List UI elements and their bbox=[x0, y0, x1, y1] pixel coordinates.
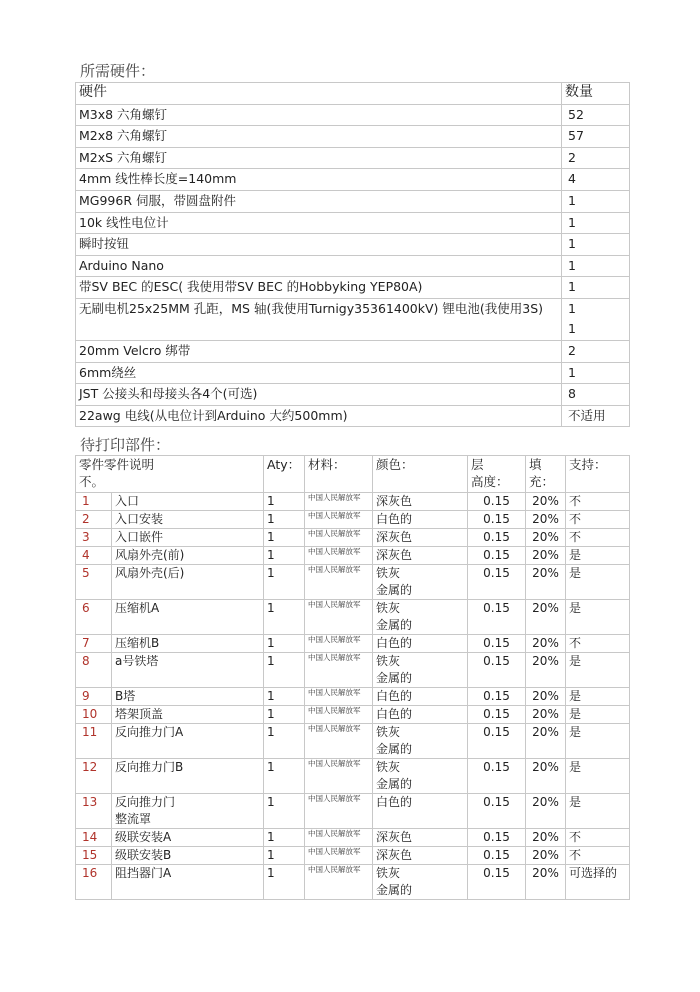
print-layer-height: 0.15 bbox=[468, 547, 526, 565]
print-material: 中国人民解放军 bbox=[305, 653, 373, 688]
hardware-qty bbox=[562, 169, 630, 191]
print-row bbox=[76, 794, 630, 829]
print-parts-table bbox=[75, 455, 630, 900]
hardware-row bbox=[76, 212, 630, 234]
hardware-part: 20mm Velcro 绑带 bbox=[76, 340, 562, 362]
print-part-number: 6 bbox=[76, 600, 112, 635]
print-support: 不 bbox=[566, 635, 630, 653]
hardware-part: 22awg 电线(从电位计到Arduino 大约500mm) bbox=[76, 405, 562, 427]
print-support: 不 bbox=[566, 511, 630, 529]
hardware-part: M2xS 六角螺钉 bbox=[76, 147, 562, 169]
hardware-qty bbox=[562, 147, 630, 169]
print-qty: 1 bbox=[264, 600, 305, 635]
print-fill: 20% bbox=[526, 724, 566, 759]
hardware-part: 带SV BEC 的ESC( 我使用带SV BEC 的Hobbyking YEP80A) bbox=[76, 277, 562, 299]
hardware-qty bbox=[562, 405, 630, 427]
print-support: 不 bbox=[566, 847, 630, 865]
print-material: 中国人民解放军 bbox=[305, 511, 373, 529]
print-part-desc: 入口嵌件 bbox=[112, 529, 264, 547]
hardware-qty-value: 1 bbox=[568, 192, 576, 208]
print-support: 是 bbox=[566, 547, 630, 565]
print-row bbox=[76, 529, 630, 547]
print-row bbox=[76, 688, 630, 706]
print-part-number: 4 bbox=[76, 547, 112, 565]
hardware-qty-value: 52 bbox=[568, 106, 584, 122]
print-qty: 1 bbox=[264, 688, 305, 706]
print-qty: 1 bbox=[264, 635, 305, 653]
print-part-number: 3 bbox=[76, 529, 112, 547]
print-layer-height: 0.15 bbox=[468, 847, 526, 865]
print-part-number: 13 bbox=[76, 794, 112, 829]
print-material: 中国人民解放军 bbox=[305, 547, 373, 565]
print-part-number: 2 bbox=[76, 511, 112, 529]
print-material: 中国人民解放军 bbox=[305, 600, 373, 635]
hardware-qty-value: 1 bbox=[568, 300, 576, 316]
print-material: 中国人民解放军 bbox=[305, 706, 373, 724]
hardware-qty-value: 1 bbox=[568, 364, 576, 380]
hardware-qty-value: 4 bbox=[568, 171, 576, 187]
print-col-qty: Aty： bbox=[264, 456, 305, 493]
print-color: 铁灰 金属的 bbox=[373, 724, 468, 759]
print-part-number: 16 bbox=[76, 865, 112, 900]
print-qty: 1 bbox=[264, 511, 305, 529]
print-qty: 1 bbox=[264, 547, 305, 565]
hardware-qty-value: 1 bbox=[568, 236, 576, 252]
print-part-number: 14 bbox=[76, 829, 112, 847]
print-color: 深灰色 bbox=[373, 547, 468, 565]
hardware-table bbox=[75, 82, 630, 427]
print-qty: 1 bbox=[264, 565, 305, 600]
print-fill: 20% bbox=[526, 865, 566, 900]
print-support: 是 bbox=[566, 565, 630, 600]
print-qty: 1 bbox=[264, 493, 305, 511]
print-row bbox=[76, 493, 630, 511]
hardware-part: 无刷电机25x25MM 孔距，MS 轴(我使用Turnigy35361400kV) 锂电池(我使用3S) bbox=[76, 298, 562, 340]
print-color: 铁灰 金属的 bbox=[373, 865, 468, 900]
print-part-desc: 入口安装 bbox=[112, 511, 264, 529]
print-row bbox=[76, 600, 630, 635]
print-material: 中国人民解放军 bbox=[305, 847, 373, 865]
print-part-number: 12 bbox=[76, 759, 112, 794]
print-support: 是 bbox=[566, 653, 630, 688]
print-qty: 1 bbox=[264, 829, 305, 847]
hardware-qty bbox=[562, 126, 630, 148]
print-part-desc: 压缩机B bbox=[112, 635, 264, 653]
print-color: 铁灰 金属的 bbox=[373, 653, 468, 688]
print-color: 白色的 bbox=[373, 635, 468, 653]
print-color: 白色的 bbox=[373, 688, 468, 706]
print-fill: 20% bbox=[526, 706, 566, 724]
print-part-number: 7 bbox=[76, 635, 112, 653]
hardware-row bbox=[76, 169, 630, 191]
print-material: 中国人民解放军 bbox=[305, 829, 373, 847]
print-part-desc: 反向推力门B bbox=[112, 759, 264, 794]
hardware-row bbox=[76, 298, 630, 340]
print-layer-height: 0.15 bbox=[468, 865, 526, 900]
hardware-part: MG996R 伺服，带圆盘附件 bbox=[76, 190, 562, 212]
print-fill: 20% bbox=[526, 511, 566, 529]
hardware-heading: 所需硬件： bbox=[80, 62, 156, 80]
print-color: 铁灰 金属的 bbox=[373, 600, 468, 635]
print-part-desc: 风扇外壳(后) bbox=[112, 565, 264, 600]
print-fill: 20% bbox=[526, 547, 566, 565]
print-qty: 1 bbox=[264, 865, 305, 900]
hardware-row bbox=[76, 405, 630, 427]
print-row bbox=[76, 865, 630, 900]
print-part-desc: 风扇外壳(前) bbox=[112, 547, 264, 565]
hardware-row bbox=[76, 126, 630, 148]
print-col-support: 支持： bbox=[566, 456, 630, 493]
print-row bbox=[76, 653, 630, 688]
print-color: 白色的 bbox=[373, 511, 468, 529]
print-part-desc: a号铁塔 bbox=[112, 653, 264, 688]
print-material: 中国人民解放军 bbox=[305, 529, 373, 547]
hardware-part: 10k 线性电位计 bbox=[76, 212, 562, 234]
print-layer-height: 0.15 bbox=[468, 511, 526, 529]
print-support: 是 bbox=[566, 600, 630, 635]
print-layer-height: 0.15 bbox=[468, 724, 526, 759]
print-color: 铁灰 金属的 bbox=[373, 759, 468, 794]
hardware-col-qty: 数量 bbox=[562, 83, 630, 105]
hardware-part: Arduino Nano bbox=[76, 255, 562, 277]
hardware-row bbox=[76, 104, 630, 126]
hardware-header-row bbox=[76, 83, 630, 105]
print-part-desc: B塔 bbox=[112, 688, 264, 706]
hardware-qty bbox=[562, 298, 630, 340]
print-fill: 20% bbox=[526, 847, 566, 865]
print-part-desc: 反向推力门A bbox=[112, 724, 264, 759]
print-support: 是 bbox=[566, 794, 630, 829]
hardware-qty bbox=[562, 362, 630, 384]
hardware-part: 4mm 线性棒长度=140mm bbox=[76, 169, 562, 191]
print-part-number: 5 bbox=[76, 565, 112, 600]
print-material: 中国人民解放军 bbox=[305, 688, 373, 706]
hardware-qty bbox=[562, 340, 630, 362]
hardware-qty bbox=[562, 104, 630, 126]
print-material: 中国人民解放军 bbox=[305, 565, 373, 600]
print-part-number: 11 bbox=[76, 724, 112, 759]
hardware-qty-value: 1 bbox=[568, 279, 576, 295]
print-color: 铁灰 金属的 bbox=[373, 565, 468, 600]
print-fill: 20% bbox=[526, 565, 566, 600]
print-layer-height: 0.15 bbox=[468, 635, 526, 653]
hardware-qty-value: 1 bbox=[568, 214, 576, 230]
print-col-layer: 层 高度： bbox=[468, 456, 526, 493]
print-heading: 待打印部件： bbox=[80, 436, 171, 454]
print-part-number: 8 bbox=[76, 653, 112, 688]
hardware-part: 6mm绕丝 bbox=[76, 362, 562, 384]
print-header-row bbox=[76, 456, 630, 493]
print-col-part: 零件零件说明 不。 bbox=[76, 456, 264, 493]
print-qty: 1 bbox=[264, 794, 305, 829]
print-row bbox=[76, 635, 630, 653]
print-layer-height: 0.15 bbox=[468, 829, 526, 847]
print-fill: 20% bbox=[526, 759, 566, 794]
print-part-desc: 阻挡器门A bbox=[112, 865, 264, 900]
hardware-qty-value: 8 bbox=[568, 386, 576, 402]
print-material: 中国人民解放军 bbox=[305, 794, 373, 829]
print-qty: 1 bbox=[264, 759, 305, 794]
print-part-desc: 塔架顶盖 bbox=[112, 706, 264, 724]
print-fill: 20% bbox=[526, 829, 566, 847]
print-support: 不 bbox=[566, 493, 630, 511]
print-color: 深灰色 bbox=[373, 529, 468, 547]
print-fill: 20% bbox=[526, 529, 566, 547]
hardware-qty-value: 2 bbox=[568, 149, 576, 165]
print-layer-height: 0.15 bbox=[468, 565, 526, 600]
print-part-number: 10 bbox=[76, 706, 112, 724]
print-layer-height: 0.15 bbox=[468, 529, 526, 547]
print-fill: 20% bbox=[526, 794, 566, 829]
print-fill: 20% bbox=[526, 688, 566, 706]
print-layer-height: 0.15 bbox=[468, 600, 526, 635]
print-qty: 1 bbox=[264, 529, 305, 547]
print-row bbox=[76, 511, 630, 529]
print-support: 是 bbox=[566, 688, 630, 706]
print-row bbox=[76, 706, 630, 724]
print-color: 白色的 bbox=[373, 794, 468, 829]
print-color: 深灰色 bbox=[373, 847, 468, 865]
print-fill: 20% bbox=[526, 600, 566, 635]
hardware-qty bbox=[562, 384, 630, 406]
print-layer-height: 0.15 bbox=[468, 688, 526, 706]
hardware-row bbox=[76, 255, 630, 277]
hardware-qty bbox=[562, 212, 630, 234]
print-material: 中国人民解放军 bbox=[305, 724, 373, 759]
print-material: 中国人民解放军 bbox=[305, 635, 373, 653]
print-support: 是 bbox=[566, 706, 630, 724]
print-fill: 20% bbox=[526, 493, 566, 511]
print-layer-height: 0.15 bbox=[468, 493, 526, 511]
print-row bbox=[76, 547, 630, 565]
print-qty: 1 bbox=[264, 724, 305, 759]
print-support: 不 bbox=[566, 829, 630, 847]
print-support: 可选择的 bbox=[566, 865, 630, 900]
print-part-number: 1 bbox=[76, 493, 112, 511]
hardware-qty-value: 1 bbox=[568, 321, 576, 337]
print-support: 是 bbox=[566, 724, 630, 759]
print-qty: 1 bbox=[264, 706, 305, 724]
print-layer-height: 0.15 bbox=[468, 706, 526, 724]
hardware-row bbox=[76, 384, 630, 406]
print-col-fill: 填充： bbox=[526, 456, 566, 493]
print-qty: 1 bbox=[264, 653, 305, 688]
hardware-row bbox=[76, 277, 630, 299]
print-color: 白色的 bbox=[373, 706, 468, 724]
print-color: 深灰色 bbox=[373, 493, 468, 511]
hardware-row bbox=[76, 362, 630, 384]
print-color: 深灰色 bbox=[373, 829, 468, 847]
print-row bbox=[76, 759, 630, 794]
print-part-desc: 压缩机A bbox=[112, 600, 264, 635]
hardware-part: JST 公接头和母接头各4个(可选) bbox=[76, 384, 562, 406]
hardware-row bbox=[76, 340, 630, 362]
print-part-number: 15 bbox=[76, 847, 112, 865]
print-row bbox=[76, 724, 630, 759]
print-row bbox=[76, 565, 630, 600]
print-material: 中国人民解放军 bbox=[305, 759, 373, 794]
hardware-qty-value: 1 bbox=[568, 257, 576, 273]
hardware-row bbox=[76, 147, 630, 169]
print-part-desc: 反向推力门 整流罩 bbox=[112, 794, 264, 829]
hardware-part: M2x8 六角螺钉 bbox=[76, 126, 562, 148]
hardware-qty bbox=[562, 255, 630, 277]
print-col-material: 材料： bbox=[305, 456, 373, 493]
print-layer-height: 0.15 bbox=[468, 653, 526, 688]
print-fill: 20% bbox=[526, 635, 566, 653]
print-support: 是 bbox=[566, 759, 630, 794]
print-layer-height: 0.15 bbox=[468, 759, 526, 794]
hardware-col-part: 硬件 bbox=[76, 83, 562, 105]
hardware-qty bbox=[562, 190, 630, 212]
hardware-qty-value: 不适用 bbox=[568, 407, 606, 423]
print-row bbox=[76, 847, 630, 865]
print-part-desc: 级联安装A bbox=[112, 829, 264, 847]
print-row bbox=[76, 829, 630, 847]
hardware-qty bbox=[562, 234, 630, 256]
print-support: 不 bbox=[566, 529, 630, 547]
print-material: 中国人民解放军 bbox=[305, 493, 373, 511]
print-col-color: 颜色： bbox=[373, 456, 468, 493]
hardware-row bbox=[76, 190, 630, 212]
print-layer-height: 0.15 bbox=[468, 794, 526, 829]
hardware-part: M3x8 六角螺钉 bbox=[76, 104, 562, 126]
hardware-qty-value: 57 bbox=[568, 128, 584, 144]
print-fill: 20% bbox=[526, 653, 566, 688]
hardware-part: 瞬时按钮 bbox=[76, 234, 562, 256]
hardware-qty-value: 2 bbox=[568, 342, 576, 358]
print-qty: 1 bbox=[264, 847, 305, 865]
hardware-qty bbox=[562, 277, 630, 299]
print-part-desc: 入口 bbox=[112, 493, 264, 511]
print-part-number: 9 bbox=[76, 688, 112, 706]
print-part-desc: 级联安装B bbox=[112, 847, 264, 865]
hardware-row bbox=[76, 234, 630, 256]
print-material: 中国人民解放军 bbox=[305, 865, 373, 900]
